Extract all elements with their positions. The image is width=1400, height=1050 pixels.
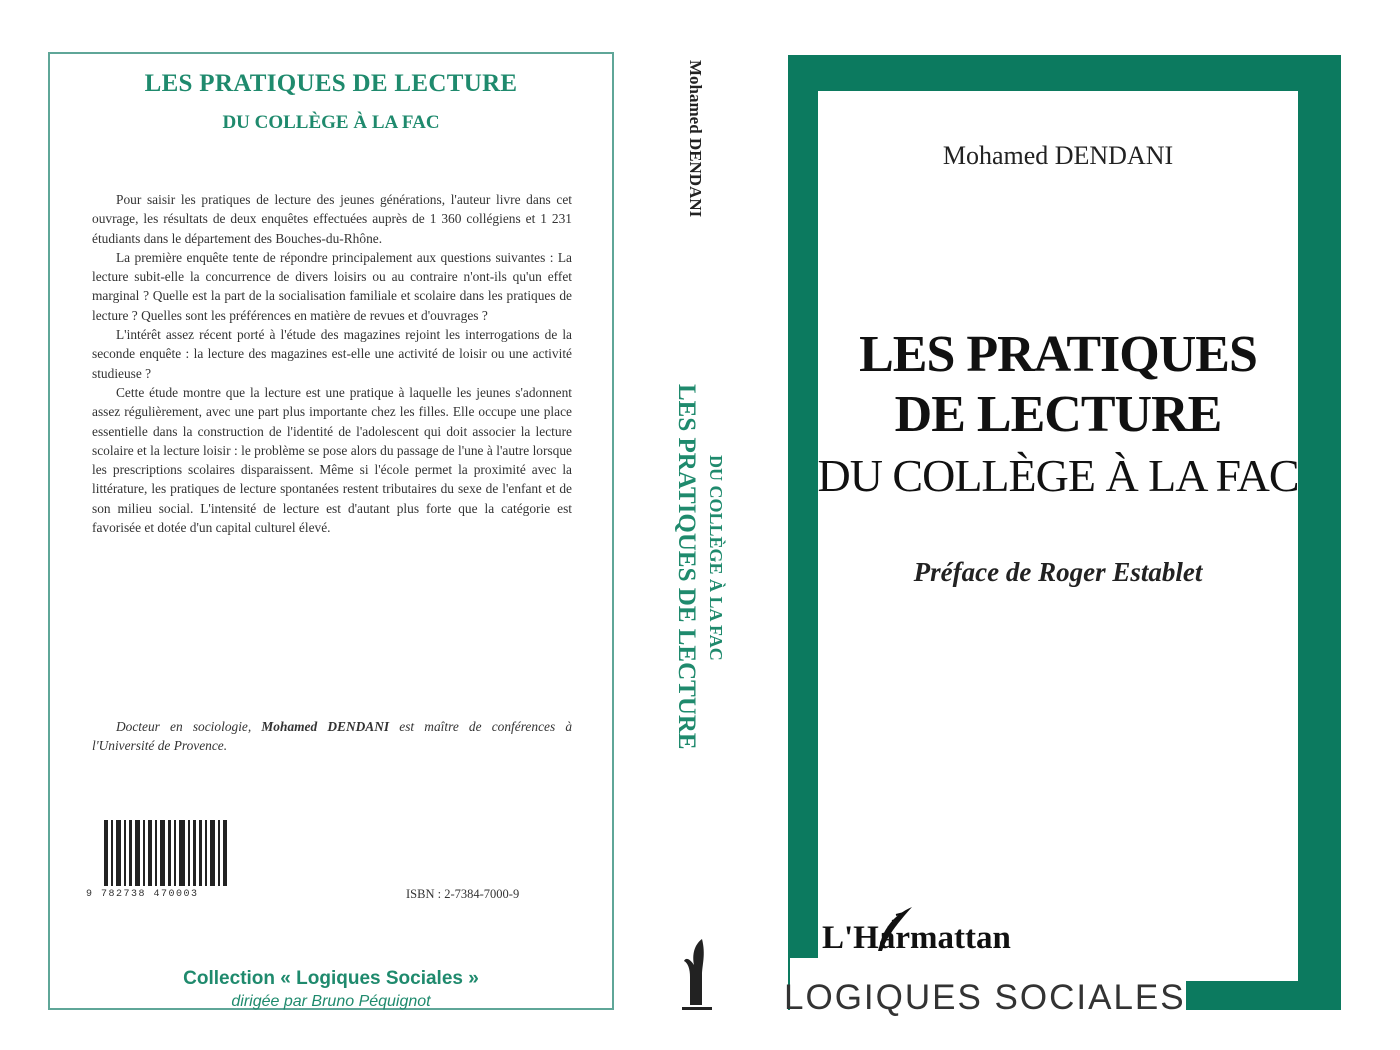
- front-cover-panel: [818, 91, 1298, 981]
- front-subtitle: DU COLLÈGE À LA FAC: [817, 450, 1299, 501]
- isbn: ISBN : 2-7384-7000-9: [406, 887, 520, 901]
- back-cover-subtitle: DU COLLÈGE À LA FAC: [222, 112, 440, 133]
- back-cover-blurb: [92, 190, 572, 537]
- blurb-paragraph: L'intérêt assez récent porté à l'étude des magazines rejoint les interrogations de la seconde enquête : la lecture des magazines est-elle une activité de loisir ou une activité studieuse ?: [92, 327, 572, 381]
- bio-suffix: est maître de conférences à l'Université de Provence.: [92, 719, 573, 754]
- front-title: [788, 325, 1328, 445]
- front-cover-frame: [788, 55, 1341, 1010]
- barcode-icon: [104, 820, 230, 886]
- collection-name: Collection « Logiques Sociales »: [183, 968, 479, 989]
- blurb-paragraph: Pour saisir les pratiques de lecture des jeunes générations, l'auteur livre dans cet ouvrage, les résultats de deux enquêtes effectuées auprès de 1 360 collégiens et 1 231 étudiants dans le département des Bouches-du-Rhône.: [92, 192, 572, 246]
- barcode-digits: 9 782738 470003: [86, 889, 199, 900]
- bio-author-name: Mohamed DENDANI: [261, 719, 390, 734]
- front-preface: Préface de Roger Establet: [913, 557, 1203, 587]
- blurb-paragraph: La première enquête tente de répondre principalement aux questions suivantes : La lecture subit-elle la concurrence de divers loisirs ou au contraire n'ont-ils qu'un effet marginal ? Quelle est la part de la socialisation familiale et scolaire dans les pratiques de lecture ? Quelles sont les préférences en matière de revues et d'ouvrages ?: [92, 249, 572, 323]
- harmattan-spine-logo-icon: [672, 935, 720, 1015]
- spine-author: Mohamed DENDANI: [686, 60, 705, 218]
- front-author: Mohamed DENDANI: [942, 141, 1174, 170]
- publisher-name: L'Harmattan: [822, 920, 1011, 956]
- author-bio: [92, 717, 572, 756]
- collection-director: dirigée par Bruno Péquignot: [231, 993, 431, 1010]
- spine-subtitle: DU COLLÈGE À LA FAC: [706, 455, 726, 661]
- series-name: LOGIQUES SOCIALES: [784, 978, 1186, 1017]
- front-title-line: LES PRATIQUES: [859, 326, 1257, 383]
- bio-prefix: Docteur en sociologie,: [116, 719, 262, 734]
- blurb-paragraph: Cette étude montre que la lecture est une pratique à laquelle les jeunes s'adonnent assez régulièrement, avec une part plus importante chez les filles. Elle occupe une place essentielle dans la construction de l'identité de l'adolescent qui doit associer la lecture scolaire et la lecture loisir : le problème se pose alors du passage de l'une à l'autre lorsque les prescriptions scolaires disparaissent. Même si l'école permet la proximité avec la littérature, les pratiques de lecture spontanées restent tributaires du sexe de l'enfant et de son milieu social. L'intensité de lecture est d'autant plus forte que la catégorie est favorisée et dotée d'un capital culturel élevé.: [92, 384, 572, 536]
- back-cover-title: LES PRATIQUES DE LECTURE: [144, 70, 518, 97]
- front-title-line: DE LECTURE: [894, 386, 1222, 443]
- spine-title: LES PRATIQUES DE LECTURE: [673, 384, 700, 750]
